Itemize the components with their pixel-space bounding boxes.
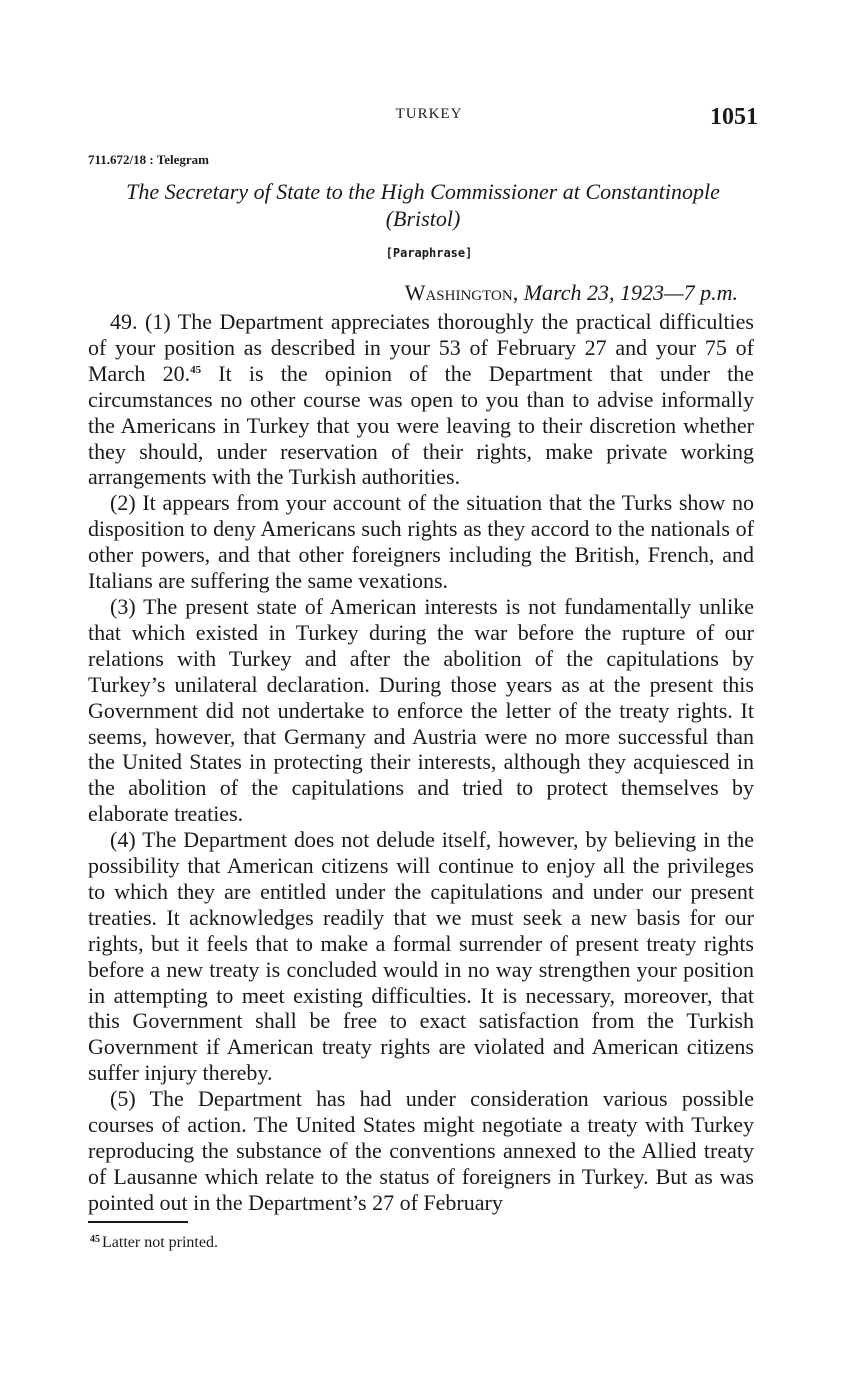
document-title xyxy=(88,178,758,232)
footnote-reference[interactable]: 45 xyxy=(190,363,202,376)
footnote xyxy=(90,1234,218,1252)
file-reference: 711.672/18 : Telegram xyxy=(88,152,209,167)
dateline-place: Washington, xyxy=(404,280,519,305)
footnote-text: Latter not printed. xyxy=(102,1234,218,1251)
paragraph-3: (3) The present state of American interests is not fundamentally unlike that which existed in Turkey during the war before the rupture of our relations with Turkey and after the abolition of the capitulations by Turkey’s unilateral declaration. During those years as at the present this Government did not undertake to enforce the letter of the treaty rights. It seems, however, that Germany and Austria were no more successful than the United States in protecting their interests, although they acquiesced in the abolition of the capitulations and tried to protect themselves by elaborate treaties. xyxy=(88,593,754,827)
footnote-rule xyxy=(88,1221,188,1223)
paragraph-1-start: 49. (1) The Department appreciates thoroughly the practical difficulties of your position as described in your 53 of February 27 and your 75 of March 20. xyxy=(88,309,754,386)
dateline-date: March 23, 1923—7 p.m. xyxy=(523,280,738,305)
title-line-1: The Secretary of State to the High Commissioner at Constantinople xyxy=(126,179,720,204)
paragraph-2: (2) It appears from your account of the situation that the Turks show no disposition to deny Americans such rights as they accord to the nationals of other powers, and that other foreigners including the British, French, and Italians are suffering the same vexations. xyxy=(88,490,754,594)
title-line-2: (Bristol) xyxy=(385,206,461,231)
paragraph-1-end: It is the opinion of the Department that under the circumstances no other course was open to you than to advise informally the Americans in Turkey that you were leaving to their discretion whether they should, under reservation of their rights, make private working arrangements with the Turkish authorities. xyxy=(88,360,755,490)
footnote-mark: 45 xyxy=(90,1234,100,1245)
paragraph-1 xyxy=(88,309,754,490)
page-number: 1051 xyxy=(710,104,758,130)
paragraph-5: (5) The Department has had under consideration various possible courses of action. The United States might negotiate a treaty with Turkey reproducing the substance of the conventions annexed to the Allied treaty of Lausanne which relate to the status of foreigners in Turkey. But as was pointed out in the Department’s 27 of February xyxy=(88,1086,754,1215)
dateline xyxy=(405,280,738,306)
running-head: TURKEY xyxy=(395,106,463,122)
paraphrase-label: [Paraphrase] xyxy=(385,246,473,260)
paragraph-4: (4) The Department does not delude itself, however, by believing in the possibility that American citizens will continue to enjoy all the privileges to which they are entitled under the capitulations and under our present treaties. It acknowledges readily that we must seek a new basis for our rights, but it feels that to make a formal surrender of present treaty rights before a new treaty is concluded would in no way strengthen your position in attempting to meet existing difficulties. It is necessary, moreover, that this Government shall be free to exact satisfaction from the Turkish Government if American treaty rights are violated and American citizens suffer injury thereby. xyxy=(88,827,754,1086)
telegram-body xyxy=(88,309,754,1216)
